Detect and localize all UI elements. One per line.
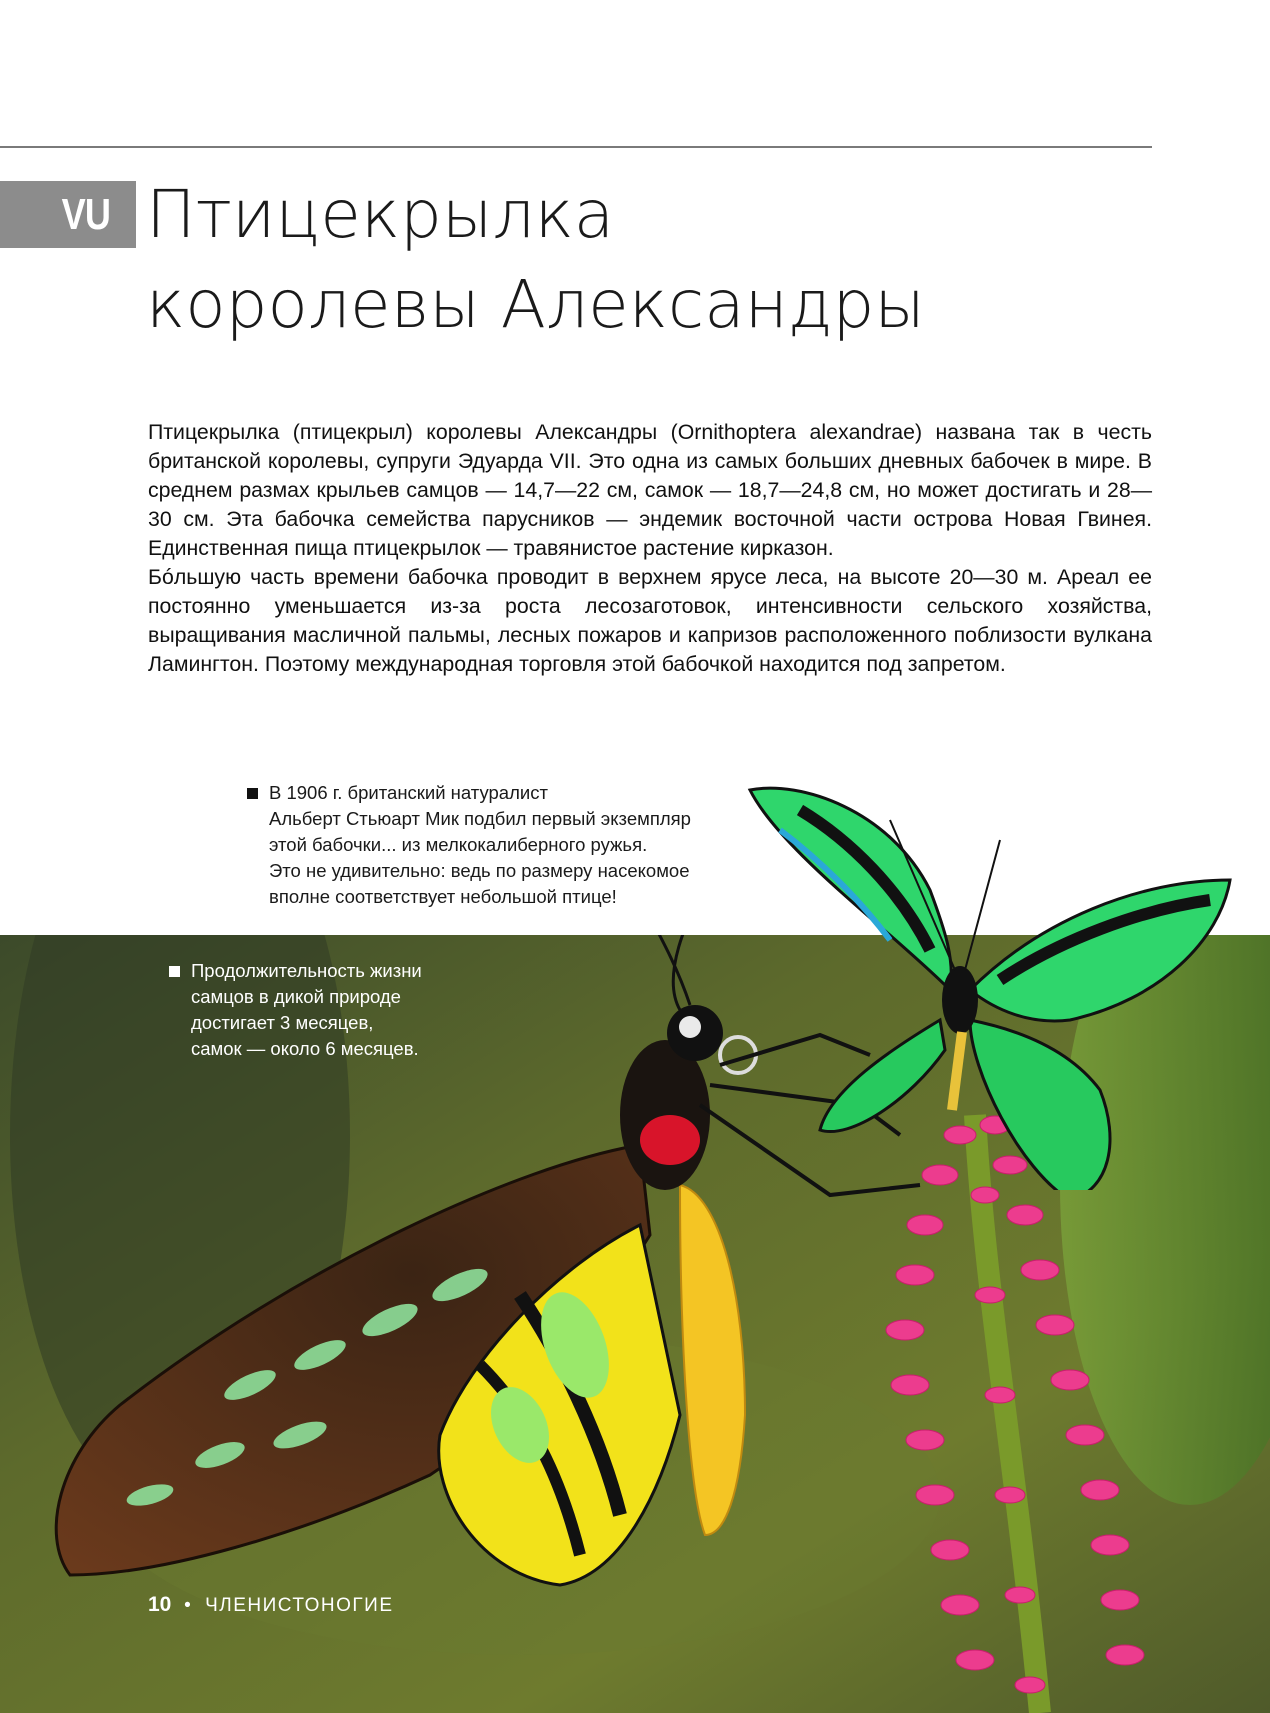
page-title bbox=[146, 170, 1146, 350]
fact-1-line: В 1906 г. британский натуралист bbox=[269, 782, 548, 803]
fact-1-line: Это не удивительно: ведь по размеру насекомое bbox=[269, 860, 690, 881]
article-body bbox=[148, 418, 1152, 679]
paragraph-1: Птицекрылка (птицекрыл) королевы Александры (Ornithoptera alexandrae) названа так в честь британской королевы, супруги Эдуарда VII. Это одна из самых больших дневных бабочек в мире. В среднем размах крыльев самцов — 14,7—22 см, самок — 18,7—24,8 см, но может достигать и 28—30 см. Эта бабочка семейства парусников — эндемик восточной части острова Новая Гвинея. Единственная пища птицекрылок — травянистое растение кирказон. bbox=[148, 420, 1152, 560]
badge-label: VU bbox=[61, 190, 110, 239]
fact-1-line: Альберт Стьюарт Мик подбил первый экземпляр bbox=[269, 808, 691, 829]
footer-separator: • bbox=[184, 1595, 193, 1616]
paragraph-2: Бóльшую часть времени бабочка проводит в верхнем ярусе леса, на высоте 20—30 м. Ареал ее постоянно уменьшается из-за роста лесозаготовок, интенсивности сельского хозяйства, выращивания масличной пальмы, лесных пожаров и капризов расположенного поблизости вулкана Ламингтон. Поэтому международная торговля этой бабочкой находится под запретом. bbox=[148, 565, 1152, 676]
fact-2-line: достигает 3 месяцев, bbox=[191, 1012, 374, 1033]
square-bullet-icon bbox=[247, 788, 258, 799]
page-number: 10 bbox=[148, 1593, 172, 1616]
fact-callout-2 bbox=[191, 958, 481, 1062]
square-bullet-icon bbox=[169, 966, 180, 977]
green-butterfly-illustration bbox=[740, 770, 1240, 1190]
top-divider-line bbox=[0, 146, 1152, 148]
fact-callout-1 bbox=[269, 780, 749, 910]
conservation-status-badge bbox=[0, 181, 136, 248]
page-footer bbox=[148, 1593, 394, 1617]
fact-2-line: Продолжительность жизни bbox=[191, 960, 422, 981]
title-line-1: Птицекрылка bbox=[146, 176, 615, 253]
title-line-2: королевы Александры bbox=[146, 266, 925, 343]
fact-1-line: вполне соответствует небольшой птице! bbox=[269, 886, 617, 907]
fact-1-line: этой бабочки... из мелкокалиберного ружья. bbox=[269, 834, 648, 855]
fact-2-line: самок — около 6 месяцев. bbox=[191, 1038, 419, 1059]
fact-2-line: самцов в дикой природе bbox=[191, 986, 401, 1007]
section-name: ЧЛЕНИСТОНОГИЕ bbox=[205, 1595, 394, 1616]
